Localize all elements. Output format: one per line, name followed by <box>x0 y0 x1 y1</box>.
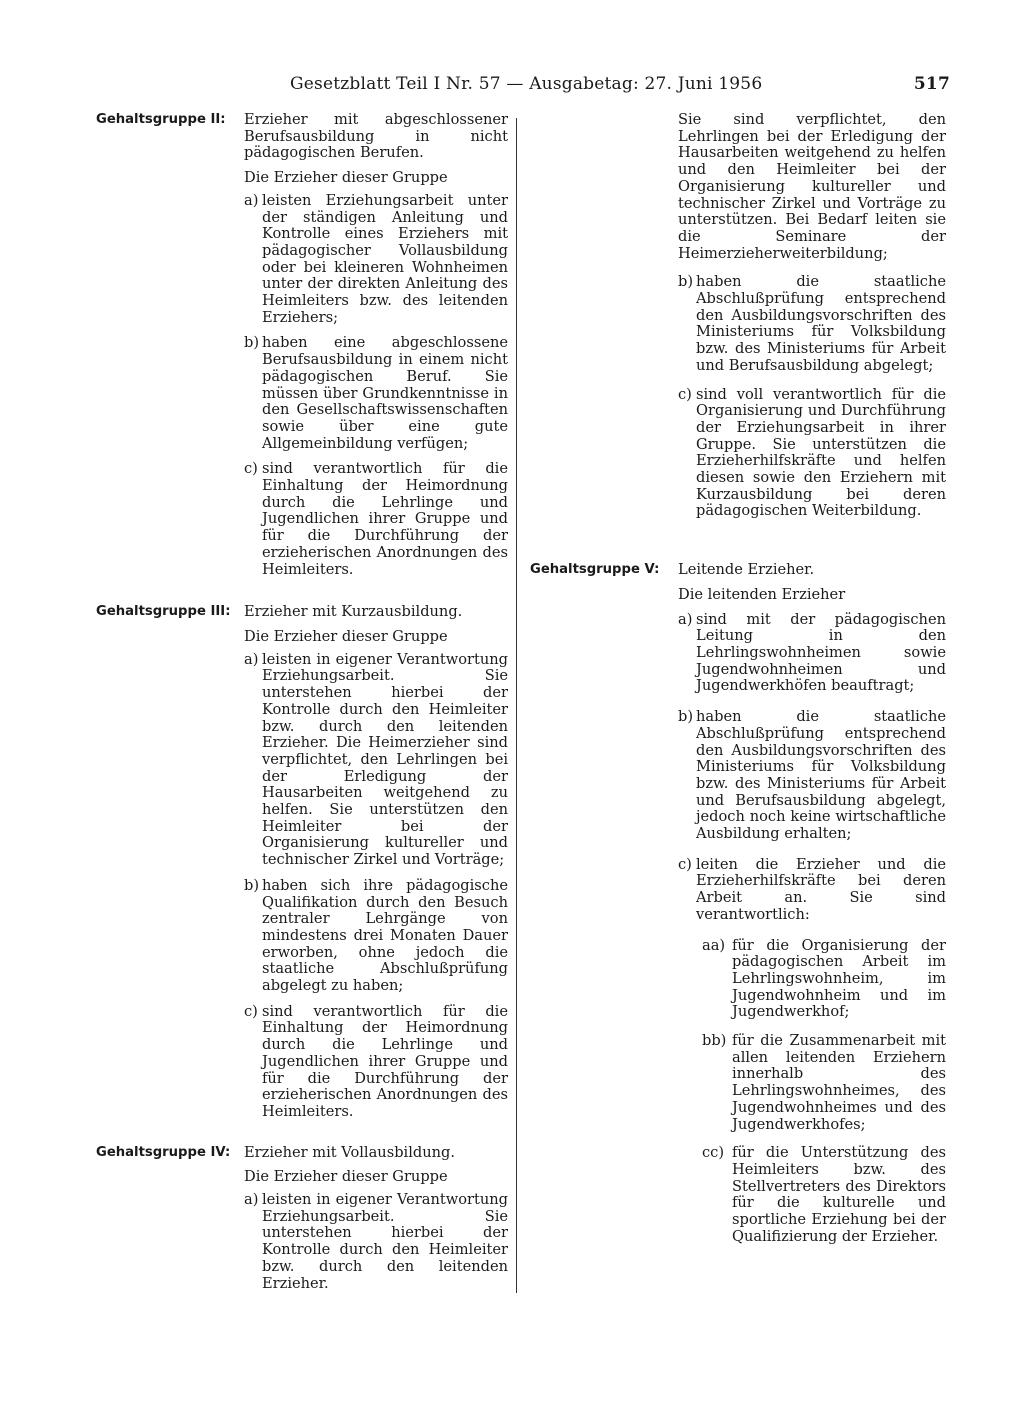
list-item <box>678 612 946 696</box>
group-label: Gehaltsgruppe V: <box>530 562 660 578</box>
group-description: Erzieher mit abgeschlossener Berufsausbildung in nicht pädagogischen Berufen. <box>244 111 508 162</box>
left-column <box>96 112 508 1310</box>
item-marker: c) <box>244 460 258 478</box>
list-item <box>678 709 946 843</box>
item-marker: b) <box>244 876 260 894</box>
group-intro: Die leitenden Erzieher <box>678 585 846 603</box>
item-marker: b) <box>678 708 694 726</box>
group-label: Gehaltsgruppe IV: <box>96 1144 231 1160</box>
item-text: sind voll verantwortlich für die Organisierung und Durchführung der Erziehungsarbeit in ihrer Gruppe. Sie unterstützen die Erzieherhilfskräfte und helfen diesen sowie den Erziehern mit Kurzausbildung bei deren pädagogischen Weiterbildung. <box>696 385 946 520</box>
item-text: leisten Erziehungsarbeit unter der ständigen Anleitung und Kontrolle eines Erziehers mit pädagogischer Vollausbildung oder bei kleineren Wohnheimen unter der direkten Anleitung des Heimleiters bzw. des leitenden Erziehers; <box>262 191 508 326</box>
item-text: sind verantwortlich für die Einhaltung der Heimordnung durch die Lehrlinge und Jugendlichen ihrer Gruppe und für die Durchführung der erzieherischen Anordnungen des Heimleiters. <box>262 1002 508 1120</box>
page-number: 517 <box>913 74 950 94</box>
list-item <box>244 461 508 578</box>
subitem-marker: aa) <box>702 936 726 954</box>
salary-group-iv-continued <box>530 112 946 520</box>
item-text: sind verantwortlich für die Einhaltung der Heimordnung durch die Lehrlinge und Jugendlichen ihrer Gruppe und für die Durchführung der erzieherischen Anordnungen des Heimleiters. <box>262 460 508 578</box>
column-divider <box>516 118 517 1293</box>
sub-list-item <box>702 1033 946 1133</box>
group-intro: Die Erzieher dieser Gruppe <box>244 627 448 645</box>
item-marker: b) <box>244 334 260 352</box>
right-column <box>530 112 946 1259</box>
item-text: haben die staatliche Abschlußprüfung entsprechend den Ausbildungsvorschriften des Ministeriums für Volksbildung bzw. des Ministeriums für Arbeit und Berufsausbildung abgelegt; <box>696 273 946 374</box>
group-intro: Die Erzieher dieser Gruppe <box>244 169 448 187</box>
item-marker: a) <box>244 191 259 209</box>
list-item <box>244 1004 508 1121</box>
item-text: sind mit der pädagogischen Leitung in den Lehrlingswohnheimen sowie Jugendwohnheimen und Jugendwerkhöfen beauftragt; <box>696 610 946 695</box>
subitem-marker: cc) <box>702 1144 725 1162</box>
group-description: Leitende Erzieher. <box>678 561 815 579</box>
item-marker: a) <box>244 1191 259 1209</box>
salary-group-ii <box>96 112 508 578</box>
list-item <box>244 1192 508 1292</box>
subitem-marker: bb) <box>702 1032 727 1050</box>
list-item <box>678 387 946 521</box>
subitem-text: für die Zusammenarbeit mit allen leitenden Erziehern innerhalb des Lehrlingswohnheimes, des Jugendwohnheimes und des Jugendwerkhofes; <box>732 1032 946 1133</box>
list-item <box>244 193 508 327</box>
header-title: Gesetzblatt Teil I Nr. 57 — Ausgabetag: 27. Juni 1956 <box>290 74 763 94</box>
item-marker: a) <box>244 650 259 668</box>
continuation-text: Sie sind verpflichtet, den Lehrlingen bei der Erledigung der Hausarbeiten weitgehend zu helfen und den Heimleiter bei der Organisierung kultureller und technischer Zirkel und Vorträge zu unterstützen. Bei Bedarf leiten sie die Seminare der Heimerzieherweiterbildung; <box>678 111 946 262</box>
item-text: haben die staatliche Abschlußprüfung entsprechend den Ausbildungsvorschriften des Ministeriums für Volksbildung bzw. des Ministeriums für Arbeit und Berufsausbildung abgelegt, jedoch noch keine wirtschaftliche Ausbildung erhalten; <box>696 708 946 843</box>
item-text: leisten in eigener Verantwortung Erziehungsarbeit. Sie unterstehen hierbei der Kontrolle durch den Heimleiter bzw. durch den leitenden Erzieher. <box>262 1191 508 1292</box>
group-label: Gehaltsgruppe II: <box>96 112 226 127</box>
sub-list-item <box>702 938 946 1022</box>
group-label: Gehaltsgruppe III: <box>96 604 231 620</box>
item-text: haben eine abgeschlossene Berufsausbildung in einem nicht pädagogischen Beruf. Sie müssen über Grundkenntnisse in den Gesellschaftswissenschaften sowie über eine gute Allgemeinbildung verfügen; <box>262 334 508 452</box>
item-marker: c) <box>678 855 692 873</box>
group-intro: Die Erzieher dieser Gruppe <box>244 1168 448 1186</box>
salary-group-iii <box>96 604 508 1120</box>
list-item <box>244 878 508 995</box>
item-marker: a) <box>678 610 693 628</box>
group-description: Erzieher mit Kurzausbildung. <box>244 603 463 621</box>
list-item <box>244 652 508 869</box>
item-marker: b) <box>678 273 694 291</box>
subitem-text: für die Unterstützung des Heimleiters bzw. des Stellvertreters des Direktors für die kulturelle und sportliche Erziehung bei der Qualifizierung der Erzieher. <box>732 1144 946 1245</box>
sub-list-item <box>702 1145 946 1245</box>
item-marker: c) <box>244 1002 258 1020</box>
salary-group-iv <box>96 1145 508 1293</box>
list-item <box>244 335 508 452</box>
salary-group-v <box>530 562 946 1245</box>
item-text: haben sich ihre pädagogische Qualifikation durch den Besuch zentraler Lehrgänge von mindestens drei Monaten Dauer erworben, ohne jedoch die staatliche Abschlußprüfung abgelegt zu haben; <box>262 876 508 995</box>
list-item <box>678 274 946 374</box>
subitem-text: für die Organisierung der pädagogischen Arbeit im Lehrlingswohnheim, im Jugendwohnheim und im Jugendwerkhof; <box>732 936 946 1021</box>
item-marker: c) <box>678 385 692 403</box>
group-description: Erzieher mit Vollausbildung. <box>244 1143 455 1161</box>
item-text: leiten die Erzieher und die Erzieherhilfskräfte bei deren Arbeit an. Sie sind verantwortlich: <box>696 855 946 923</box>
item-text: leisten in eigener Verantwortung Erziehungsarbeit. Sie unterstehen hierbei der Kontrolle durch den Heimleiter bzw. durch den leitenden Erzieher. Die Heimerzieher sind verpflichtet, den Lehrlingen bei der Erledigung der Hausarbeiten weitgehend zu helfen. Sie unterstützen den Heimleiter bei der Organisierung kultureller und technischer Zirkel und Vorträge; <box>262 650 508 869</box>
list-item <box>678 857 946 924</box>
